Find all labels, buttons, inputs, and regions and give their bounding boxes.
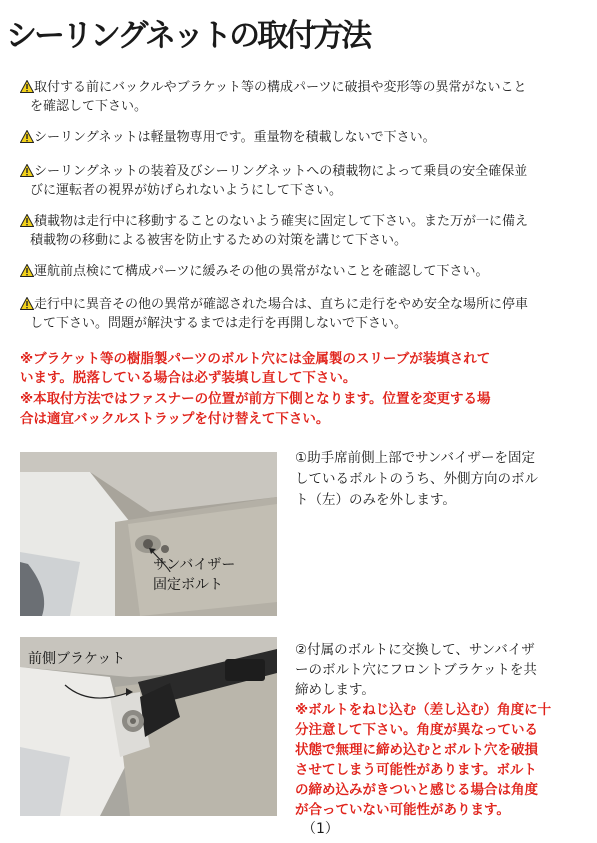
warning-text: 走行中に異音その他の異常が確認された場合は、直ちに走行をやめ安全な場所に停車 [34,297,529,312]
step-text-line: ト（左）のみを外します。 [295,492,456,508]
step-text-line: ①助手席前側上部でサンバイザーを固定 [295,450,535,466]
warning-icon [20,214,34,227]
step-text-line: しているボルトのうち、外側方向のボル [295,471,538,487]
photo-label-line: 前側ブラケット [28,651,126,667]
warning-text: 積載物は走行中に移動することのないよう確実に固定して下さい。また万が一に備え [34,214,529,229]
warning-icon [20,264,34,277]
step-text-line: ーのボルト穴にフロントブラケットを共 [295,662,537,678]
warning-text: 積載物の移動による被害を防止するための対策を講じて下さい。 [30,233,408,248]
photo-label-line: サンバイザー [153,557,236,573]
page-number: （1） [302,821,339,837]
step-text-line: ②付属のボルトに交換して、サンバイザ [295,642,535,658]
warning-icon [20,164,34,177]
page-title: シーリングネットの取付方法 [6,18,370,54]
warning-icon [20,297,34,310]
sun-visor-bolt-illustration [20,452,277,616]
step2-photo [20,637,277,816]
step-warning-line: 分注意して下さい。角度が異なっている [295,722,538,738]
warning-text: して下さい。問題が解決するまでは走行を再開しないで下さい。 [30,316,408,331]
warning-icon [20,80,34,93]
step-warning-line: 状態で無理に締め込むとボルト穴を破損 [295,742,538,758]
step-warning-line: が合っていない可能性があります。 [295,802,510,818]
caution-note-line: ※ブラケット等の樹脂製パーツのボルト穴には金属製のスリーブが装填されて [20,351,491,367]
step-warning-line: ※ボルトをねじ込む（差し込む）角度に十 [295,702,552,718]
warning-text: シーリングネットの装着及びシーリングネットへの積載物によって乗員の安全確保並 [34,164,528,179]
warning-text: びに運転者の視界が妨げられないようにして下さい。 [30,183,343,198]
warning-text: シーリングネットは軽量物専用です。重量物を積載しないで下さい。 [34,130,436,145]
caution-note-line: ※本取付方法ではファスナーの位置が前方下側となります。位置を変更する場 [20,391,491,407]
photo-label-line: 固定ボルト [153,577,223,593]
caution-note-line: 合は適宜バックルストラップを付け替えて下さい。 [20,411,330,427]
warning-text: 運航前点検にて構成パーツに緩みその他の異常がないことを確認して下さい。 [34,264,489,279]
step-text-line: 締めします。 [295,682,375,698]
warning-icon [20,130,34,143]
step1-photo [20,452,277,616]
warning-text: を確認して下さい。 [30,99,148,114]
step-warning-line: の締め込みがきついと感じる場合は角度 [295,782,538,798]
caution-note-line: います。脱落している場合は必ず装填し直して下さい。 [20,370,357,386]
warning-text: 取付する前にバックルやブラケット等の構成パーツに破損や変形等の異常がないこと [34,80,527,95]
step-warning-line: させてしまう可能性があります。ボルト [295,762,537,778]
